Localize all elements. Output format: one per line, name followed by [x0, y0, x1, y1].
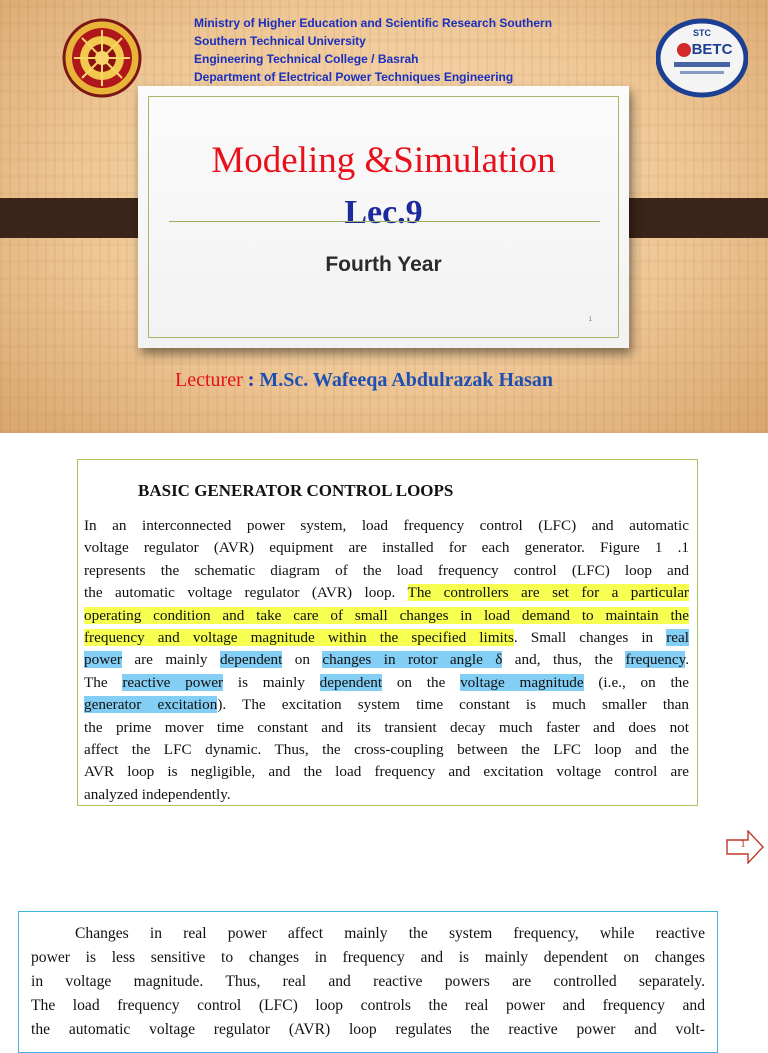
institution-header [194, 14, 634, 86]
highlighted-text: real [666, 629, 689, 647]
highlighted-text: The controllers are set for a particular [407, 584, 689, 602]
lecturer-separator: : [242, 369, 260, 391]
text-line [84, 627, 689, 649]
text-line [84, 515, 689, 537]
college-logo [656, 18, 748, 98]
text-line: in voltage magnitude. Thus, real and reactive powers are controlled separately. [31, 973, 705, 990]
highlighted-text: frequency and voltage magnitude within the specified limits [84, 629, 514, 647]
next-page-number: 1 [740, 838, 746, 850]
text-segment: ). The excitation system time constant is much smaller than [217, 696, 689, 714]
text-line [84, 761, 689, 783]
text-line [84, 582, 689, 604]
document-page-2 [18, 911, 718, 1053]
title-card [138, 86, 629, 348]
highlighted-text: dependent [219, 651, 283, 669]
svg-text:STC: STC [693, 28, 711, 38]
text-line [84, 717, 689, 739]
text-segment: voltage regulator (AVR) equipment are installed for each generator. Figure 1 .1 [84, 539, 689, 557]
highlighted-text: frequency [625, 651, 686, 669]
text-line: The load frequency control (LFC) loop controls the real power and frequency and [31, 997, 705, 1014]
highlighted-text: power [84, 651, 122, 669]
text-segment: represents the schematic diagram of the load frequency control (LFC) loop and [84, 561, 689, 579]
text-segment: the prime mover time constant and its transient decay much faster and does not [84, 718, 689, 736]
text-segment: The [84, 673, 123, 691]
decorative-bar-left [0, 198, 148, 238]
text-line [84, 784, 689, 806]
body-paragraph [84, 515, 689, 806]
body-paragraph [31, 922, 705, 1042]
text-segment: AVR loop is negligible, and the load frequency and excitation voltage control are [84, 763, 689, 781]
highlighted-text: generator excitation [84, 696, 218, 714]
text-segment: is mainly [223, 673, 320, 691]
text-line: Changes in real power affect mainly the system frequency, while reactive [75, 925, 705, 942]
slide-number: 1 [588, 317, 592, 323]
text-segment: on the [382, 673, 461, 691]
highlighted-text: reactive power [122, 673, 224, 691]
text-segment: the automatic voltage regulator (AVR) loop. [84, 584, 408, 602]
decorative-bar-right [613, 198, 768, 238]
text-line: the automatic voltage regulator (AVR) loop regulates the reactive power and volt- [31, 1021, 705, 1038]
text-segment: In an interconnected power system, load frequency control (LFC) and automatic [84, 517, 689, 534]
text-segment: analyzed independently. [84, 785, 231, 803]
highlighted-text: changes in rotor angle δ [322, 651, 503, 669]
text-line [84, 605, 689, 627]
title-divider [169, 221, 600, 222]
highlighted-text: dependent [319, 673, 383, 691]
title-slide [0, 0, 768, 433]
slide-title: Modeling &Simulation [211, 140, 556, 181]
text-segment: on [282, 651, 323, 669]
text-line [84, 672, 689, 694]
year-label: Fourth Year [325, 253, 442, 276]
svg-text:BETC: BETC [691, 41, 733, 58]
highlighted-text: voltage magnitude [460, 673, 584, 691]
institution-line: Engineering Technical College / Basrah [194, 52, 419, 66]
institution-line: Department of Electrical Power Techniques Engineering [194, 70, 514, 84]
lecturer-line [175, 369, 553, 392]
text-line [84, 649, 689, 671]
lecture-number: Lec.9 [344, 194, 423, 231]
university-logo [62, 18, 142, 98]
text-segment: . [685, 651, 689, 669]
text-segment: . Small changes in [513, 629, 667, 647]
document-page-1 [77, 459, 698, 806]
title-card-border [148, 96, 619, 338]
text-segment: affect the LFC dynamic. Thus, the cross-coupling between the LFC loop and the [84, 741, 689, 759]
text-line [84, 739, 689, 761]
lecturer-label: Lecturer [175, 369, 243, 391]
text-segment: and, thus, the [502, 651, 626, 669]
highlighted-text: operating condition and take care of small changes in load demand to maintain the [84, 606, 689, 624]
text-line [84, 537, 689, 559]
text-segment: are mainly [121, 651, 220, 669]
text-line [84, 560, 689, 582]
text-line: power is less sensitive to changes in frequency and is mainly dependent on changes [31, 949, 705, 966]
text-segment: (i.e., on the [583, 673, 690, 691]
institution-line: Ministry of Higher Education and Scientific Research Southern [194, 16, 553, 30]
institution-line: Southern Technical University [194, 34, 366, 48]
lecturer-name: M.Sc. Wafeeqa Abdulrazak Hasan [259, 369, 553, 391]
section-heading: BASIC GENERATOR CONTROL LOOPS [138, 481, 454, 500]
text-line [84, 694, 689, 716]
